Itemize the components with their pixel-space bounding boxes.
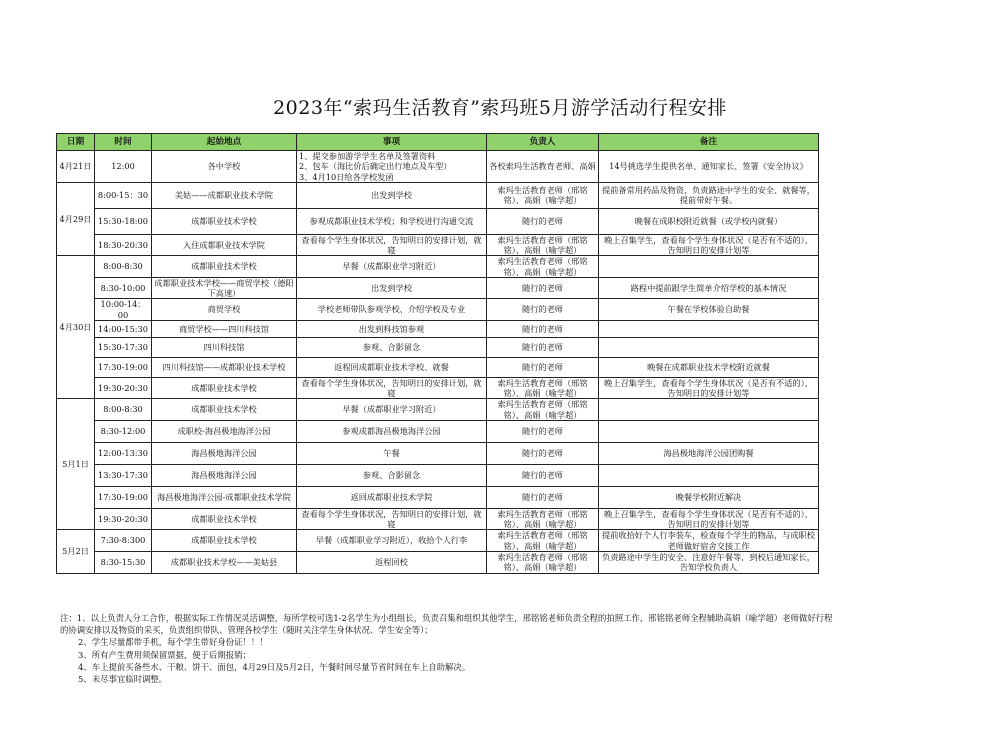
place-cell: 成都职业技术学校 xyxy=(152,530,297,552)
owner-cell: 索玛生活教育老师（邢铭铭）、高娟（喻学超） xyxy=(487,551,599,573)
place-cell: 商贸学校 xyxy=(152,299,297,321)
owner-cell: 索玛生活教育老师（邢铭铭）、高娟（喻学超） xyxy=(487,182,599,208)
place-cell: 成都职业技术学校 xyxy=(152,208,297,234)
table-row xyxy=(57,299,819,321)
task-cell: 查看每个学生身体状况，告知明日的安排计划，就寝 xyxy=(297,234,487,256)
table-row xyxy=(57,530,819,552)
table-row xyxy=(57,208,819,234)
owner-cell: 各校索玛生活教育老师、高娟 xyxy=(487,151,599,183)
table-row xyxy=(57,337,819,357)
table-row xyxy=(57,357,819,377)
time-cell: 8:30-10:00 xyxy=(95,277,152,299)
note-item: 2、学生尽量都带手机，每个学生带好身份证！！！ xyxy=(78,637,268,648)
task-cell: 返程回校 xyxy=(297,551,487,573)
task-cell: 参观成都职业技术学校；和学校进行沟通交流 xyxy=(297,208,487,234)
owner-cell: 索玛生活教育老师（邢铭铭）、高娟（喻学超） xyxy=(487,530,599,552)
task-cell: 出发到学校 xyxy=(297,182,487,208)
header-place: 起始地点 xyxy=(152,134,297,151)
header-task: 事项 xyxy=(297,134,487,151)
header-time: 时间 xyxy=(95,134,152,151)
header-note: 备注 xyxy=(599,134,819,151)
note-cell: 午餐在学校体验自助餐 xyxy=(599,299,819,321)
note-cell xyxy=(599,337,819,357)
table-row xyxy=(57,508,819,530)
time-cell: 13:30-17:30 xyxy=(95,464,152,486)
date-cell: 4月29日 xyxy=(57,182,95,256)
time-cell: 14:00-15:30 xyxy=(95,320,152,337)
time-cell: 17:30-19:00 xyxy=(95,486,152,508)
place-cell: 海昌极地海洋公园 xyxy=(152,464,297,486)
time-cell: 8:00-15：30 xyxy=(95,182,152,208)
note-cell: 提前收拾好个人行李装车，检查每个学生的物品，与成职校老师做好宿舍交接工作 xyxy=(599,530,819,552)
owner-cell: 随行的老师 xyxy=(487,299,599,321)
owner-cell: 随行的老师 xyxy=(487,464,599,486)
date-cell: 5月1日 xyxy=(57,399,95,530)
place-cell: 海昌极地海洋公园-成都职业技术学院 xyxy=(152,486,297,508)
time-cell: 19:30-20:30 xyxy=(95,508,152,530)
date-cell: 4月30日 xyxy=(57,256,95,399)
task-cell: 参观、合影留念 xyxy=(297,464,487,486)
owner-cell: 索玛生活教育老师（邢铭铭）、高娟（喻学超） xyxy=(487,256,599,278)
note-cell: 海昌极地海洋公园团购餐 xyxy=(599,442,819,464)
note-cell xyxy=(599,464,819,486)
note-cell: 晚餐在成职校附近就餐（或学校内就餐） xyxy=(599,208,819,234)
note-item: 5、未尽事宜临时调整。 xyxy=(78,674,168,685)
page-title: 2023年“索玛生活教育”索玛班5月游学活动行程安排 xyxy=(273,97,727,119)
task-cell: 早餐（成都职业学习附近） xyxy=(297,256,487,278)
place-cell: 成都职业技术学校 xyxy=(152,508,297,530)
time-cell: 12:00 xyxy=(95,151,152,183)
table-header-row xyxy=(57,134,819,151)
task-cell: 参观、合影留念 xyxy=(297,337,487,357)
schedule-table xyxy=(56,133,819,574)
owner-cell: 随行的老师 xyxy=(487,277,599,299)
task-cell: 早餐（成都职业学习附近），收拾个人行李 xyxy=(297,530,487,552)
place-cell: 成职校-海昌极地海洋公园 xyxy=(152,420,297,442)
table-row xyxy=(57,320,819,337)
table-row xyxy=(57,486,819,508)
time-cell: 8:30-12:00 xyxy=(95,420,152,442)
owner-cell: 随行的老师 xyxy=(487,420,599,442)
note-cell xyxy=(599,256,819,278)
note-cell: 晚餐学校附近解决 xyxy=(599,486,819,508)
task-cell: 出发到科技馆参观 xyxy=(297,320,487,337)
time-cell: 10:00-14：00 xyxy=(95,299,152,321)
note-cell: 晚餐在成都职业技术学校附近就餐 xyxy=(599,357,819,377)
table-row xyxy=(57,420,819,442)
task-cell: 1、提交参加游学学生名单及签署资料 2、包车（海比价后确定出行地点及车型） 3、4月10日给各学校发函 xyxy=(297,151,487,183)
note-cell xyxy=(599,320,819,337)
place-cell: 四川科技馆 xyxy=(152,337,297,357)
note-item: 4、车上提前买备些水、干粮、饼干、面包，4月29日及5月2日，午餐时间尽量节省时间在车上自助解决。 xyxy=(78,661,471,672)
place-cell: 各中学校 xyxy=(152,151,297,183)
owner-cell: 随行的老师 xyxy=(487,442,599,464)
owner-cell: 随行的老师 xyxy=(487,320,599,337)
time-cell: 18:30-20:30 xyxy=(95,234,152,256)
task-cell: 出发到学校 xyxy=(297,277,487,299)
place-cell: 美姑——成都职业技术学院 xyxy=(152,182,297,208)
time-cell: 7:30-8:300 xyxy=(95,530,152,552)
owner-cell: 索玛生活教育老师（邢铭铭）、高娟（喻学超） xyxy=(487,508,599,530)
note-cell: 路程中提前跟学生简单介绍学校的基本情况 xyxy=(599,277,819,299)
note-item: 注：1、以上负责人分工合作，根据实际工作情况灵活调整，每所学校可选1-2名学生为小组组长，负责召集和组织其他学生，邢铭铭老师负责全程的拍照工作，邢铭铭老师全程辅助高娟（喻学超）老师做好行程的协调安排以及物资的采买，负责组织带队、管理各校学生（随时关注学生身体状况、学生安全等）； xyxy=(60,613,833,636)
header-owner: 负责人 xyxy=(487,134,599,151)
note-cell: 14号挑选学生提供名单、通知家长、签署《安全协议》 xyxy=(599,151,819,183)
place-cell: 商贸学校——四川科技馆 xyxy=(152,320,297,337)
table-row xyxy=(57,377,819,399)
note-cell: 提前备常用药品及物资，负责路途中学生的安全、就餐等，提前带好午餐。 xyxy=(599,182,819,208)
task-cell: 早餐（成都职业学习附近） xyxy=(297,399,487,421)
owner-cell: 随行的老师 xyxy=(487,208,599,234)
table-row xyxy=(57,551,819,573)
time-cell: 8:00-8:30 xyxy=(95,399,152,421)
table-row xyxy=(57,442,819,464)
note-cell: 晚上召集学生，查看每个学生身体状况（是否有不适的），告知明日的安排计划等 xyxy=(599,377,819,399)
table-row xyxy=(57,399,819,421)
task-cell: 查看每个学生身体状况，告知明日的安排计划，就寝 xyxy=(297,508,487,530)
header-date: 日期 xyxy=(57,134,95,151)
owner-cell: 随行的老师 xyxy=(487,357,599,377)
table-row xyxy=(57,464,819,486)
table-row xyxy=(57,151,819,183)
task-cell: 返程回成都职业技术学校、就餐 xyxy=(297,357,487,377)
time-cell: 8:30-15:30 xyxy=(95,551,152,573)
note-cell xyxy=(599,399,819,421)
place-cell: 成都职业技术学校 xyxy=(152,256,297,278)
note-cell: 负责路途中学生的安全、注意好午餐等，到校后通知家长，告知学校负责人 xyxy=(599,551,819,573)
table-row xyxy=(57,256,819,278)
place-cell: 入住成都职业技术学院 xyxy=(152,234,297,256)
place-cell: 成都职业技术学校 xyxy=(152,377,297,399)
owner-cell: 索玛生活教育老师（邢铭铭）、高娟（喻学超） xyxy=(487,234,599,256)
task-cell: 午餐 xyxy=(297,442,487,464)
place-cell: 海昌极地海洋公园 xyxy=(152,442,297,464)
task-cell: 参观成都海昌极地海洋公园 xyxy=(297,420,487,442)
place-cell: 成都职业技术学校——商贸学校（德阳下高速） xyxy=(152,277,297,299)
note-cell: 晚上召集学生，查看每个学生身体状况（是否有不适的），告知明日的安排计划等 xyxy=(599,234,819,256)
time-cell: 17:30-19:00 xyxy=(95,357,152,377)
table-row xyxy=(57,182,819,208)
date-cell: 5月2日 xyxy=(57,530,95,574)
place-cell: 成都职业技术学校——美姑县 xyxy=(152,551,297,573)
time-cell: 15:30-17:30 xyxy=(95,337,152,357)
notes-section xyxy=(60,612,840,685)
table-row xyxy=(57,234,819,256)
date-cell: 4月21日 xyxy=(57,151,95,183)
task-cell: 返回成都职业技术学院 xyxy=(297,486,487,508)
owner-cell: 随行的老师 xyxy=(487,337,599,357)
time-cell: 8:00-8:30 xyxy=(95,256,152,278)
note-cell xyxy=(599,420,819,442)
table-row xyxy=(57,277,819,299)
place-cell: 成都职业技术学校 xyxy=(152,399,297,421)
time-cell: 15:30-18:00 xyxy=(95,208,152,234)
time-cell: 12:00-13:30 xyxy=(95,442,152,464)
time-cell: 19:30-20:30 xyxy=(95,377,152,399)
note-cell: 晚上召集学生，查看每个学生身体状况（是否有不适的），告知明日的安排计划等 xyxy=(599,508,819,530)
task-cell: 学校老师带队参观学校、介绍学校及专业 xyxy=(297,299,487,321)
owner-cell: 索玛生活教育老师（邢铭铭）、高娟（喻学超） xyxy=(487,399,599,421)
note-item: 3、所有产生费用须保留票据，便于后期报销； xyxy=(78,649,251,660)
place-cell: 四川科技馆——成都职业技术学校 xyxy=(152,357,297,377)
owner-cell: 索玛生活教育老师（邢铭铭）、高娟（喻学超） xyxy=(487,377,599,399)
task-cell: 查看每个学生身体状况，告知明日的安排计划，就寝 xyxy=(297,377,487,399)
owner-cell: 随行的老师 xyxy=(487,486,599,508)
